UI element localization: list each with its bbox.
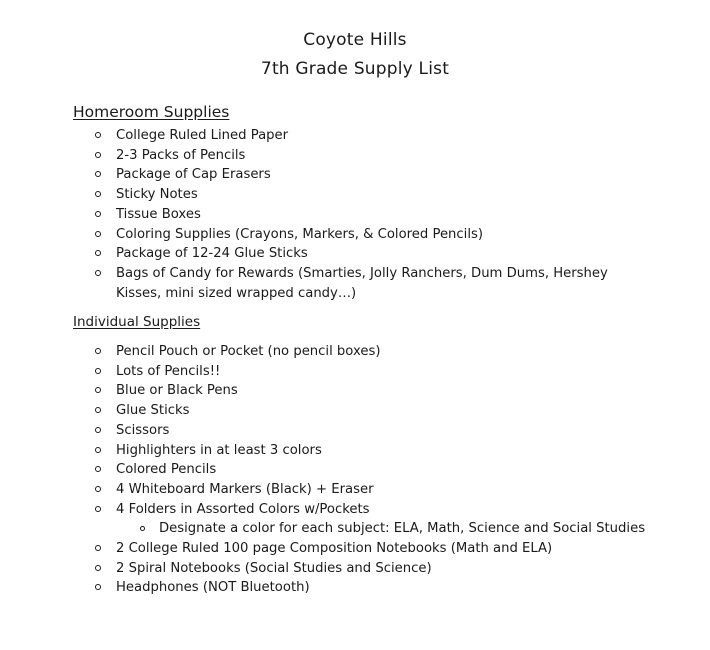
list-item — [92, 146, 652, 166]
list-item-text: 4 Folders in Assorted Colors w/Pockets — [116, 501, 370, 517]
folders-sub-list — [135, 519, 652, 539]
circle-bullet-icon — [95, 348, 101, 354]
list-item — [92, 244, 652, 264]
list-item — [92, 381, 652, 401]
list-item — [92, 165, 652, 185]
circle-bullet-icon — [95, 506, 101, 512]
homeroom-supplies-list — [92, 126, 652, 303]
circle-bullet-icon — [95, 132, 101, 138]
list-item-text: Bags of Candy for Rewards (Smarties, Jolly Ranchers, Dum Dums, Hershey Kisses, mini sized wrapped candy…) — [116, 265, 608, 301]
list-title: 7th Grade Supply List — [260, 59, 450, 79]
list-item-text: Tissue Boxes — [116, 206, 201, 222]
circle-bullet-icon — [95, 368, 101, 374]
list-item-text: Coloring Supplies (Crayons, Markers, & Colored Pencils) — [116, 226, 484, 242]
sub-list-item — [135, 519, 652, 539]
circle-bullet-icon — [95, 427, 101, 433]
circle-bullet-icon — [95, 447, 101, 453]
list-item-text: Headphones (NOT Bluetooth) — [116, 580, 310, 596]
list-item — [92, 480, 652, 500]
list-item-text: Highlighters in at least 3 colors — [116, 442, 322, 458]
list-item-text: College Ruled Lined Paper — [116, 128, 289, 143]
list-item — [92, 225, 652, 245]
list-item-text: Package of Cap Erasers — [116, 167, 271, 183]
list-item-text: Sticky Notes — [116, 187, 198, 203]
list-item — [92, 362, 652, 382]
circle-bullet-icon — [95, 407, 101, 413]
list-item-text: Blue or Black Pens — [116, 383, 238, 399]
list-item — [92, 421, 652, 441]
individual-supplies-list — [92, 342, 652, 598]
circle-bullet-icon — [95, 191, 101, 197]
list-item — [92, 578, 652, 598]
list-item — [92, 342, 652, 362]
circle-bullet-icon — [95, 171, 101, 177]
list-item-text: Pencil Pouch or Pocket (no pencil boxes) — [116, 344, 381, 359]
circle-bullet-icon — [95, 387, 101, 393]
circle-bullet-icon — [95, 250, 101, 256]
list-item-text: Scissors — [116, 422, 170, 438]
list-item — [92, 441, 652, 461]
homeroom-supplies-heading: Homeroom Supplies — [73, 103, 230, 121]
list-item — [92, 185, 652, 205]
list-item-text: 2 Spiral Notebooks (Social Studies and Science) — [116, 560, 432, 576]
list-item — [92, 126, 652, 146]
list-item-text: Colored Pencils — [116, 462, 217, 478]
list-item — [92, 401, 652, 421]
circle-bullet-icon — [140, 526, 145, 531]
list-item — [92, 559, 652, 579]
circle-bullet-icon — [95, 466, 101, 472]
circle-bullet-icon — [95, 486, 101, 492]
sub-list-item-text: Designate a color for each subject: ELA, Math, Science and Social Studies — [159, 521, 646, 537]
document-title — [0, 26, 710, 84]
list-item — [92, 539, 652, 559]
circle-bullet-icon — [95, 211, 101, 217]
circle-bullet-icon — [95, 270, 101, 276]
circle-bullet-icon — [95, 152, 101, 158]
school-name: Coyote Hills — [303, 30, 407, 50]
list-item — [92, 460, 652, 480]
individual-supplies-heading: Individual Supplies — [73, 314, 201, 330]
list-item-text: Lots of Pencils!! — [116, 363, 221, 379]
circle-bullet-icon — [95, 565, 101, 571]
list-item — [92, 264, 652, 303]
circle-bullet-icon — [95, 584, 101, 590]
list-item-text: 4 Whiteboard Markers (Black) + Eraser — [116, 481, 374, 497]
list-item-text: 2-3 Packs of Pencils — [116, 147, 246, 163]
circle-bullet-icon — [95, 231, 101, 237]
list-item-text: Package of 12-24 Glue Sticks — [116, 246, 308, 262]
list-item-text: Glue Sticks — [116, 403, 190, 419]
list-item — [92, 205, 652, 225]
list-item-text: 2 College Ruled 100 page Composition Notebooks (Math and ELA) — [116, 541, 553, 557]
list-item — [92, 500, 652, 539]
circle-bullet-icon — [95, 545, 101, 551]
